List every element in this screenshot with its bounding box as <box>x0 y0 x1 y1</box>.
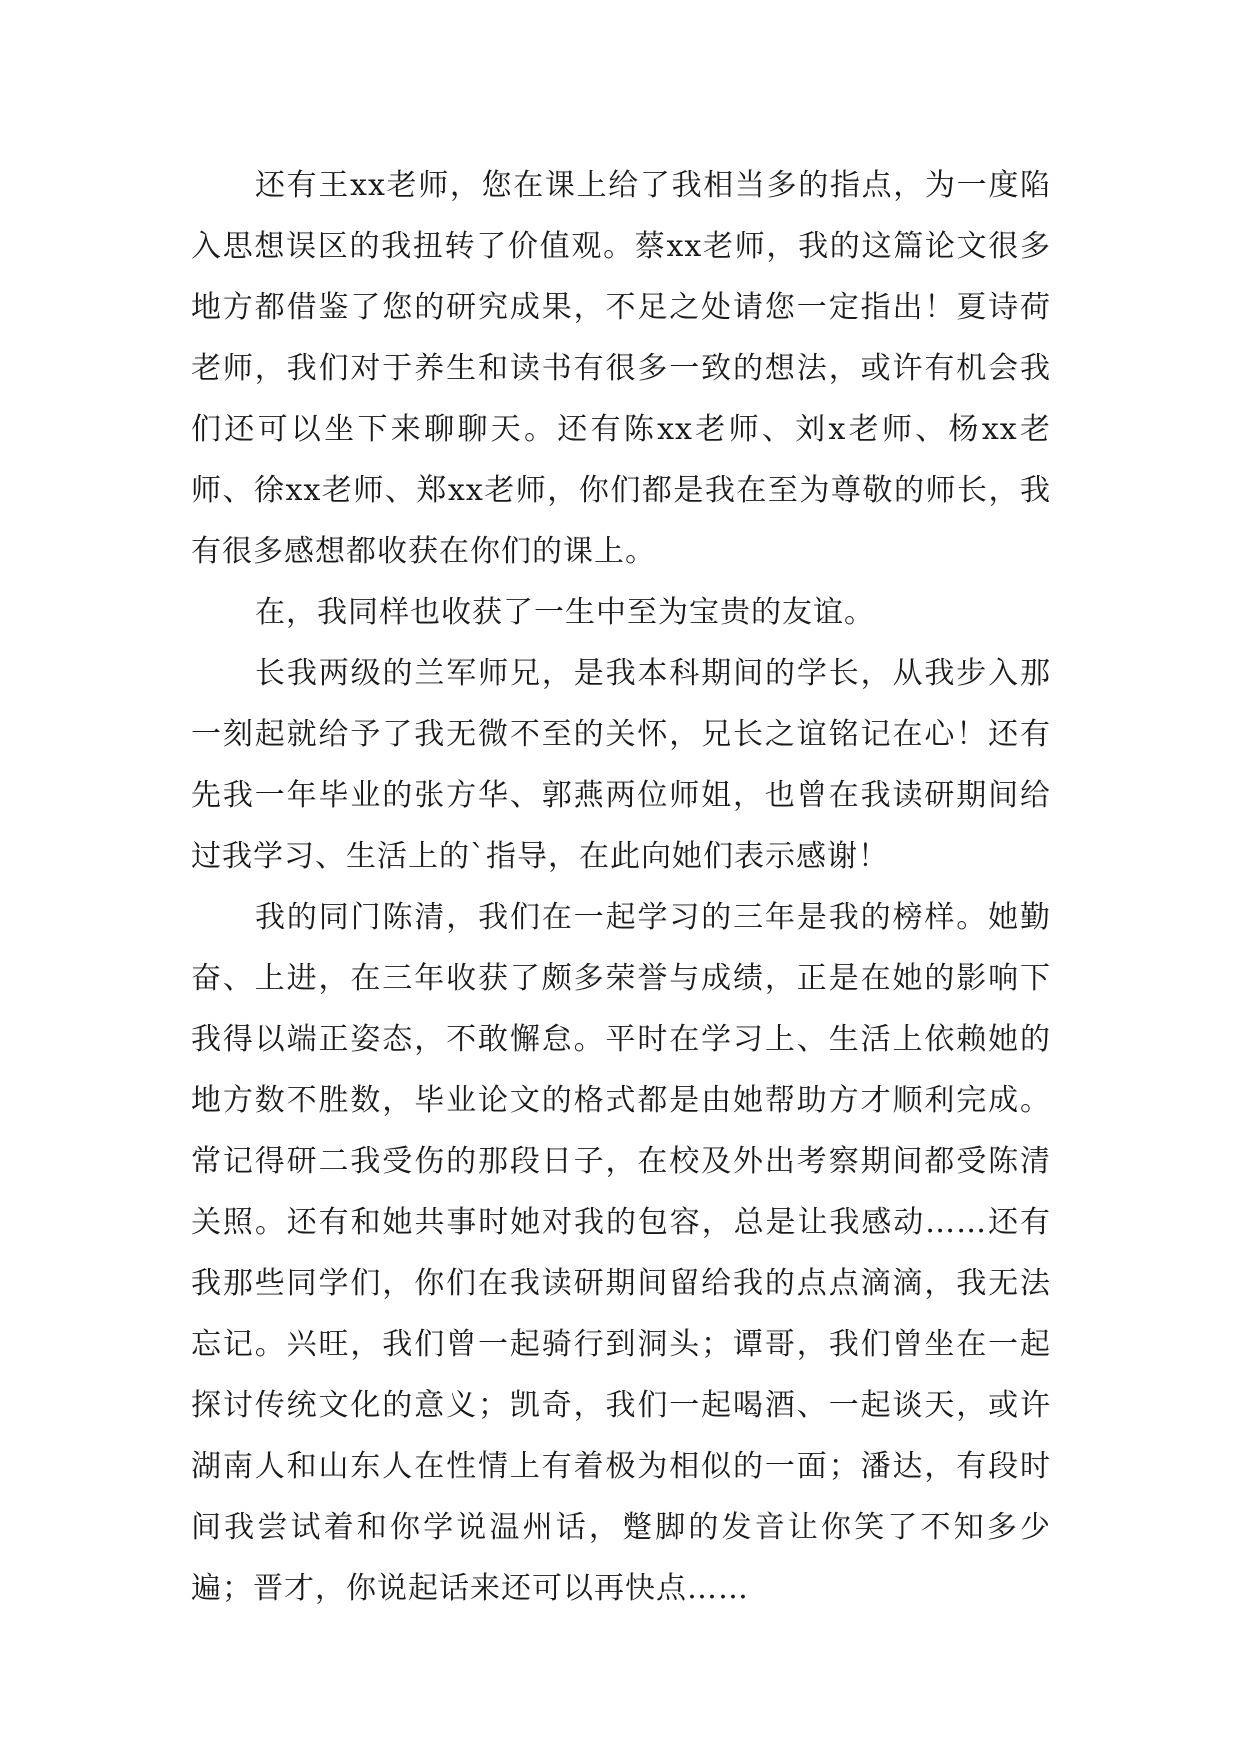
paragraph-classmates: 我的同门陈清，我们在一起学习的三年是我的榜样。她勤奋、上进，在三年收获了颇多荣誉与成绩，正是在她的影响下我得以端正姿态，不敢懈怠。平时在学习上、生活上依赖她的地方数不胜数，毕业论文的格式都是由她帮助方才顺利完成。常记得研二我受伤的那段日子，在校及外出考察期间都受陈清关照。还有和她共事时她对我的包容，总是让我感动……还有我那些同学们，你们在我读研期间留给我的点点滴滴，我无法忘记。兴旺，我们曾一起骑行到洞头；谭哥，我们曾坐在一起探讨传统文化的意义；凯奇，我们一起喝酒、一起谈天，或许湖南人和山东人在性情上有着极为相似的一面；潘达，有段时间我尝试着和你学说温州话，蹩脚的发音让你笑了不知多少遍；晋才，你说起话来还可以再快点…… <box>191 900 1051 1606</box>
paragraph-teachers: 还有王xx老师，您在课上给了我相当多的指点，为一度陷入思想误区的我扭转了价值观。蔡xx老师，我的这篇论文很多地方都借鉴了您的研究成果，不足之处请您一定指出！夏诗荷老师，我们对于养生和读书有很多一致的想法，或许有机会我们还可以坐下来聊聊天。还有陈xx老师、刘x老师、杨xx老师、徐xx老师、郑xx老师，你们都是我在至为尊敬的师长，我有很多感想都收获在你们的课上。 <box>191 168 1051 569</box>
paragraph-friendship: 在，我同样也收获了一生中至为宝贵的友谊。 <box>255 595 875 630</box>
document-body <box>191 155 1051 1619</box>
paragraph-seniors: 长我两级的兰军师兄，是我本科期间的学长，从我步入那一刻起就给予了我无微不至的关怀，兄长之谊铭记在心！还有先我一年毕业的张方华、郭燕两位师姐，也曾在我读研期间给过我学习、生活上的`指导，在此向她们表示感谢！ <box>191 656 1051 874</box>
